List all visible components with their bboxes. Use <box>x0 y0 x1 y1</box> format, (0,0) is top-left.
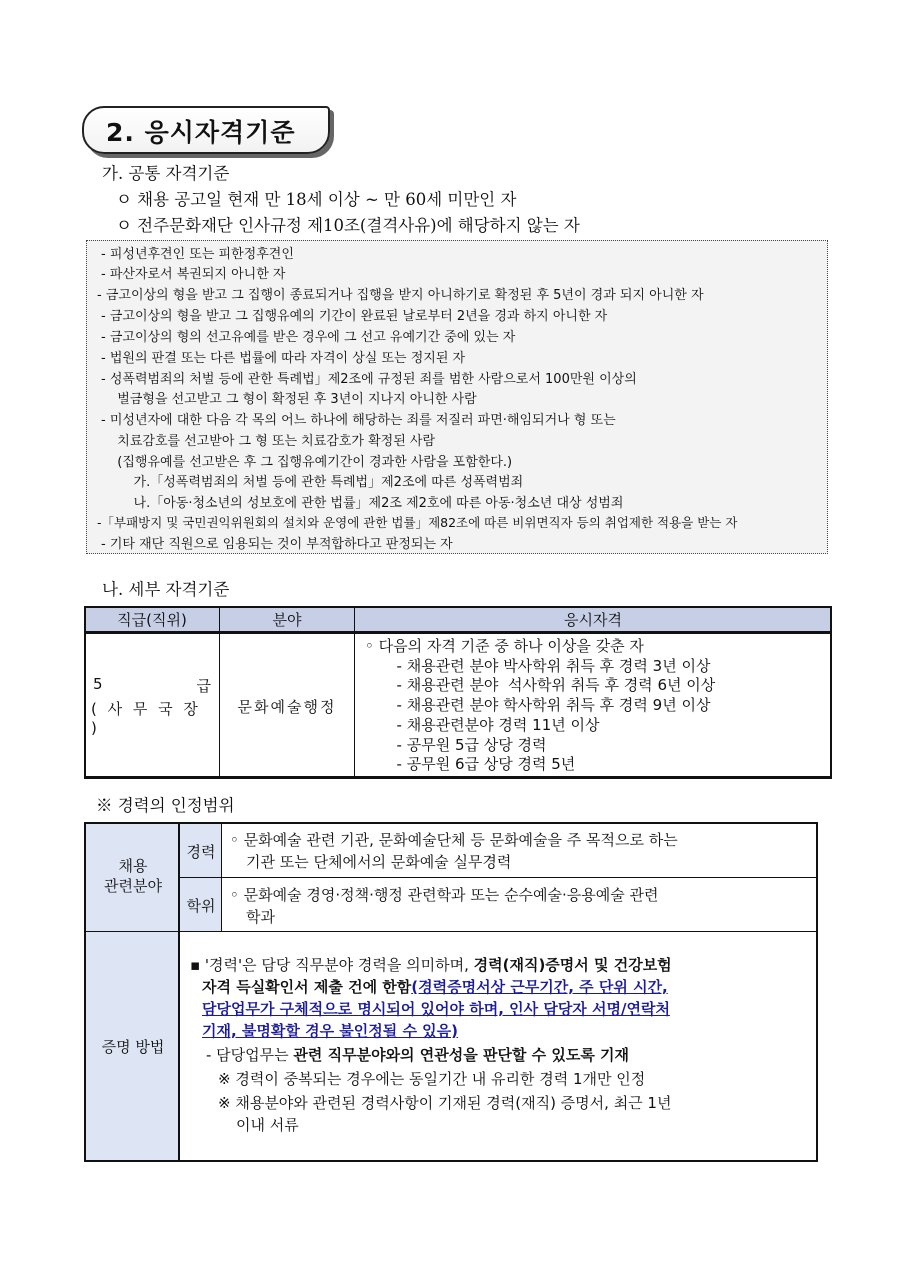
proof-line5: - 담당업무는 관련 직무분야와의 연관성을 판단할 수 있도록 기재 <box>206 1046 630 1064</box>
dq-item: -「부패방지 및 국민권익위원회의 설치와 운영에 관한 법률」제82조에 따른 비위면직자 등의 취업제한 적용을 받는 자 <box>97 515 738 530</box>
degree-text-line1: ◦ 문화예술 경영·정책·행정 관련학과 또는 순수예술·응용예술 관련 <box>230 886 659 904</box>
dq-item: - 성폭력범죄의 처벌 등에 관한 특례법」제2조에 규정된 죄를 범한 사람으로서 100만원 이상의 <box>101 372 637 387</box>
proof-note2: ※ 채용분야와 관련된 경력사항이 기재된 경력(재직) 증명서, 최근 1년 <box>218 1094 672 1112</box>
grade-table-header <box>85 607 832 633</box>
section-heading-badge <box>82 106 330 154</box>
grade-table <box>84 606 832 779</box>
proof-line1: ▪ '경력'은 담당 직무분야 경력을 의미하며, 경력(재직)증명서 및 건강보험 <box>190 956 672 974</box>
qual-line: - 공무원 6급 상당 경력 5년 <box>387 755 576 774</box>
field-cell: 문화예술행정 <box>220 633 355 779</box>
col-header-field: 분야 <box>220 607 355 633</box>
disqualification-box <box>86 240 828 554</box>
dq-item: - 미성년자에 대한 다음 각 목의 어느 하나에 해당하는 죄를 저질러 파면·해임되거나 형 또는 <box>101 413 616 428</box>
career-text-line1: ◦ 문화예술 관련 기관, 문화예술단체 등 문화예술을 주 목적으로 하는 <box>230 831 678 849</box>
qual-line: - 공무원 5급 상당 경력 <box>387 735 547 754</box>
qual-line: - 채용관련분야 경력 11년 이상 <box>387 715 600 734</box>
degree-label-cell <box>180 878 222 932</box>
col-header-qualification: 응시자격 <box>355 607 832 633</box>
degree-text-cell <box>222 878 816 932</box>
career-label: 경력 <box>186 843 216 861</box>
dq-subitem: 나.「아동·청소년의 성보호에 관한 법률」제2조 제2호에 따른 아동·청소년 대상 성범죄 <box>117 496 624 511</box>
proof-line3: 담당업무가 구체적으로 명시되어 있어야 하며, 인사 담당자 서명/연락처 <box>202 1000 670 1018</box>
dq-item: 치료감호를 선고받아 그 형 또는 치료감호가 확정된 사람 <box>109 434 436 449</box>
qual-line: - 채용관련 분야 박사학위 취득 후 경력 3년 이상 <box>387 656 711 675</box>
col-header-grade: 직급(직위) <box>85 607 220 633</box>
dq-subitem: 가.「성폭력범죄의 처벌 등에 관한 특례법」제2조에 따른 성폭력범죄 <box>117 475 524 490</box>
qual-line: ◦ 다음의 자격 기준 중 하나 이상을 갖춘 자 <box>365 636 644 655</box>
section-title: 2. 응시자격기준 <box>106 118 296 147</box>
experience-heading: ※ 경력의 인정범위 <box>96 796 235 815</box>
grade-position: ( 사 무 국 장 ) <box>91 700 201 737</box>
related-field-label-line1: 채용 <box>118 857 148 875</box>
dq-item: (집행유예를 선고받은 후 그 집행유예기간이 경과한 사람을 포함한다.) <box>109 455 513 470</box>
career-text-cell <box>222 824 816 878</box>
proof-note2-cont: 이내 서류 <box>236 1116 299 1134</box>
table-row <box>85 633 832 779</box>
common-item-regulation: ㅇ 전주문화재단 인사규정 제10조(결격사유)에 해당하지 않는 자 <box>116 216 580 235</box>
career-text-line2: 기관 또는 단체에서의 문화예술 실무경력 <box>246 853 512 871</box>
grade-cell <box>85 633 220 779</box>
degree-label: 학위 <box>186 897 216 915</box>
dq-item: - 파산자로서 복권되지 아니한 자 <box>101 267 286 282</box>
related-field-label-line2: 관련분야 <box>104 877 162 895</box>
proof-note1: ※ 경력이 중복되는 경우에는 동일기간 내 유리한 경력 1개만 인정 <box>218 1070 646 1088</box>
proof-label-cell <box>86 932 180 1160</box>
grade-number: 5 <box>93 675 103 693</box>
common-criteria-heading: 가. 공통 자격기준 <box>102 164 230 183</box>
proof-line4: 기재, 불명확할 경우 불인정될 수 있음) <box>202 1022 459 1040</box>
qualification-cell <box>355 633 832 779</box>
dq-item: - 피성년후견인 또는 피한정후견인 <box>101 247 294 262</box>
detail-criteria-heading: 나. 세부 자격기준 <box>102 580 230 599</box>
dq-item: - 기타 재단 직원으로 임용되는 것이 부적합하다고 판정되는 자 <box>101 537 453 552</box>
related-field-label-cell <box>86 824 180 932</box>
proof-label: 증명 방법 <box>101 1038 165 1056</box>
dq-item: - 금고이상의 형의 선고유예를 받은 경우에 그 선고 유예기간 중에 있는 자 <box>101 330 516 345</box>
common-item-age: ㅇ 채용 공고일 현재 만 18세 이상 ~ 만 60세 미만인 자 <box>116 190 517 209</box>
degree-text-line2: 학과 <box>246 908 275 926</box>
proof-text-cell <box>180 932 816 1158</box>
dq-item: 벌금형을 선고받고 그 형이 확정된 후 3년이 지나지 아니한 사람 <box>109 392 477 407</box>
experience-table <box>84 822 818 1162</box>
dq-item: - 금고이상의 형을 받고 그 집행유예의 기간이 완료된 날로부터 2년을 경과 하지 아니한 자 <box>101 309 608 324</box>
qual-line: - 채용관련 분야 석사학위 취득 후 경력 6년 이상 <box>387 676 716 695</box>
grade-unit: 급 <box>196 677 211 695</box>
dq-item: - 법원의 판결 또는 다른 법률에 따라 자격이 상실 또는 정지된 자 <box>101 351 466 366</box>
qual-line: - 채용관련 분야 학사학위 취득 후 경력 9년 이상 <box>387 696 711 715</box>
proof-line2: 자격 득실확인서 제출 건에 한함(경력증명서상 근무기간, 주 단위 시간, <box>202 978 668 996</box>
career-label-cell <box>180 824 222 878</box>
dq-item: - 금고이상의 형을 받고 그 집행이 종료되거나 집행을 받지 아니하기로 확정된 후 5년이 경과 되지 아니한 자 <box>97 288 704 303</box>
